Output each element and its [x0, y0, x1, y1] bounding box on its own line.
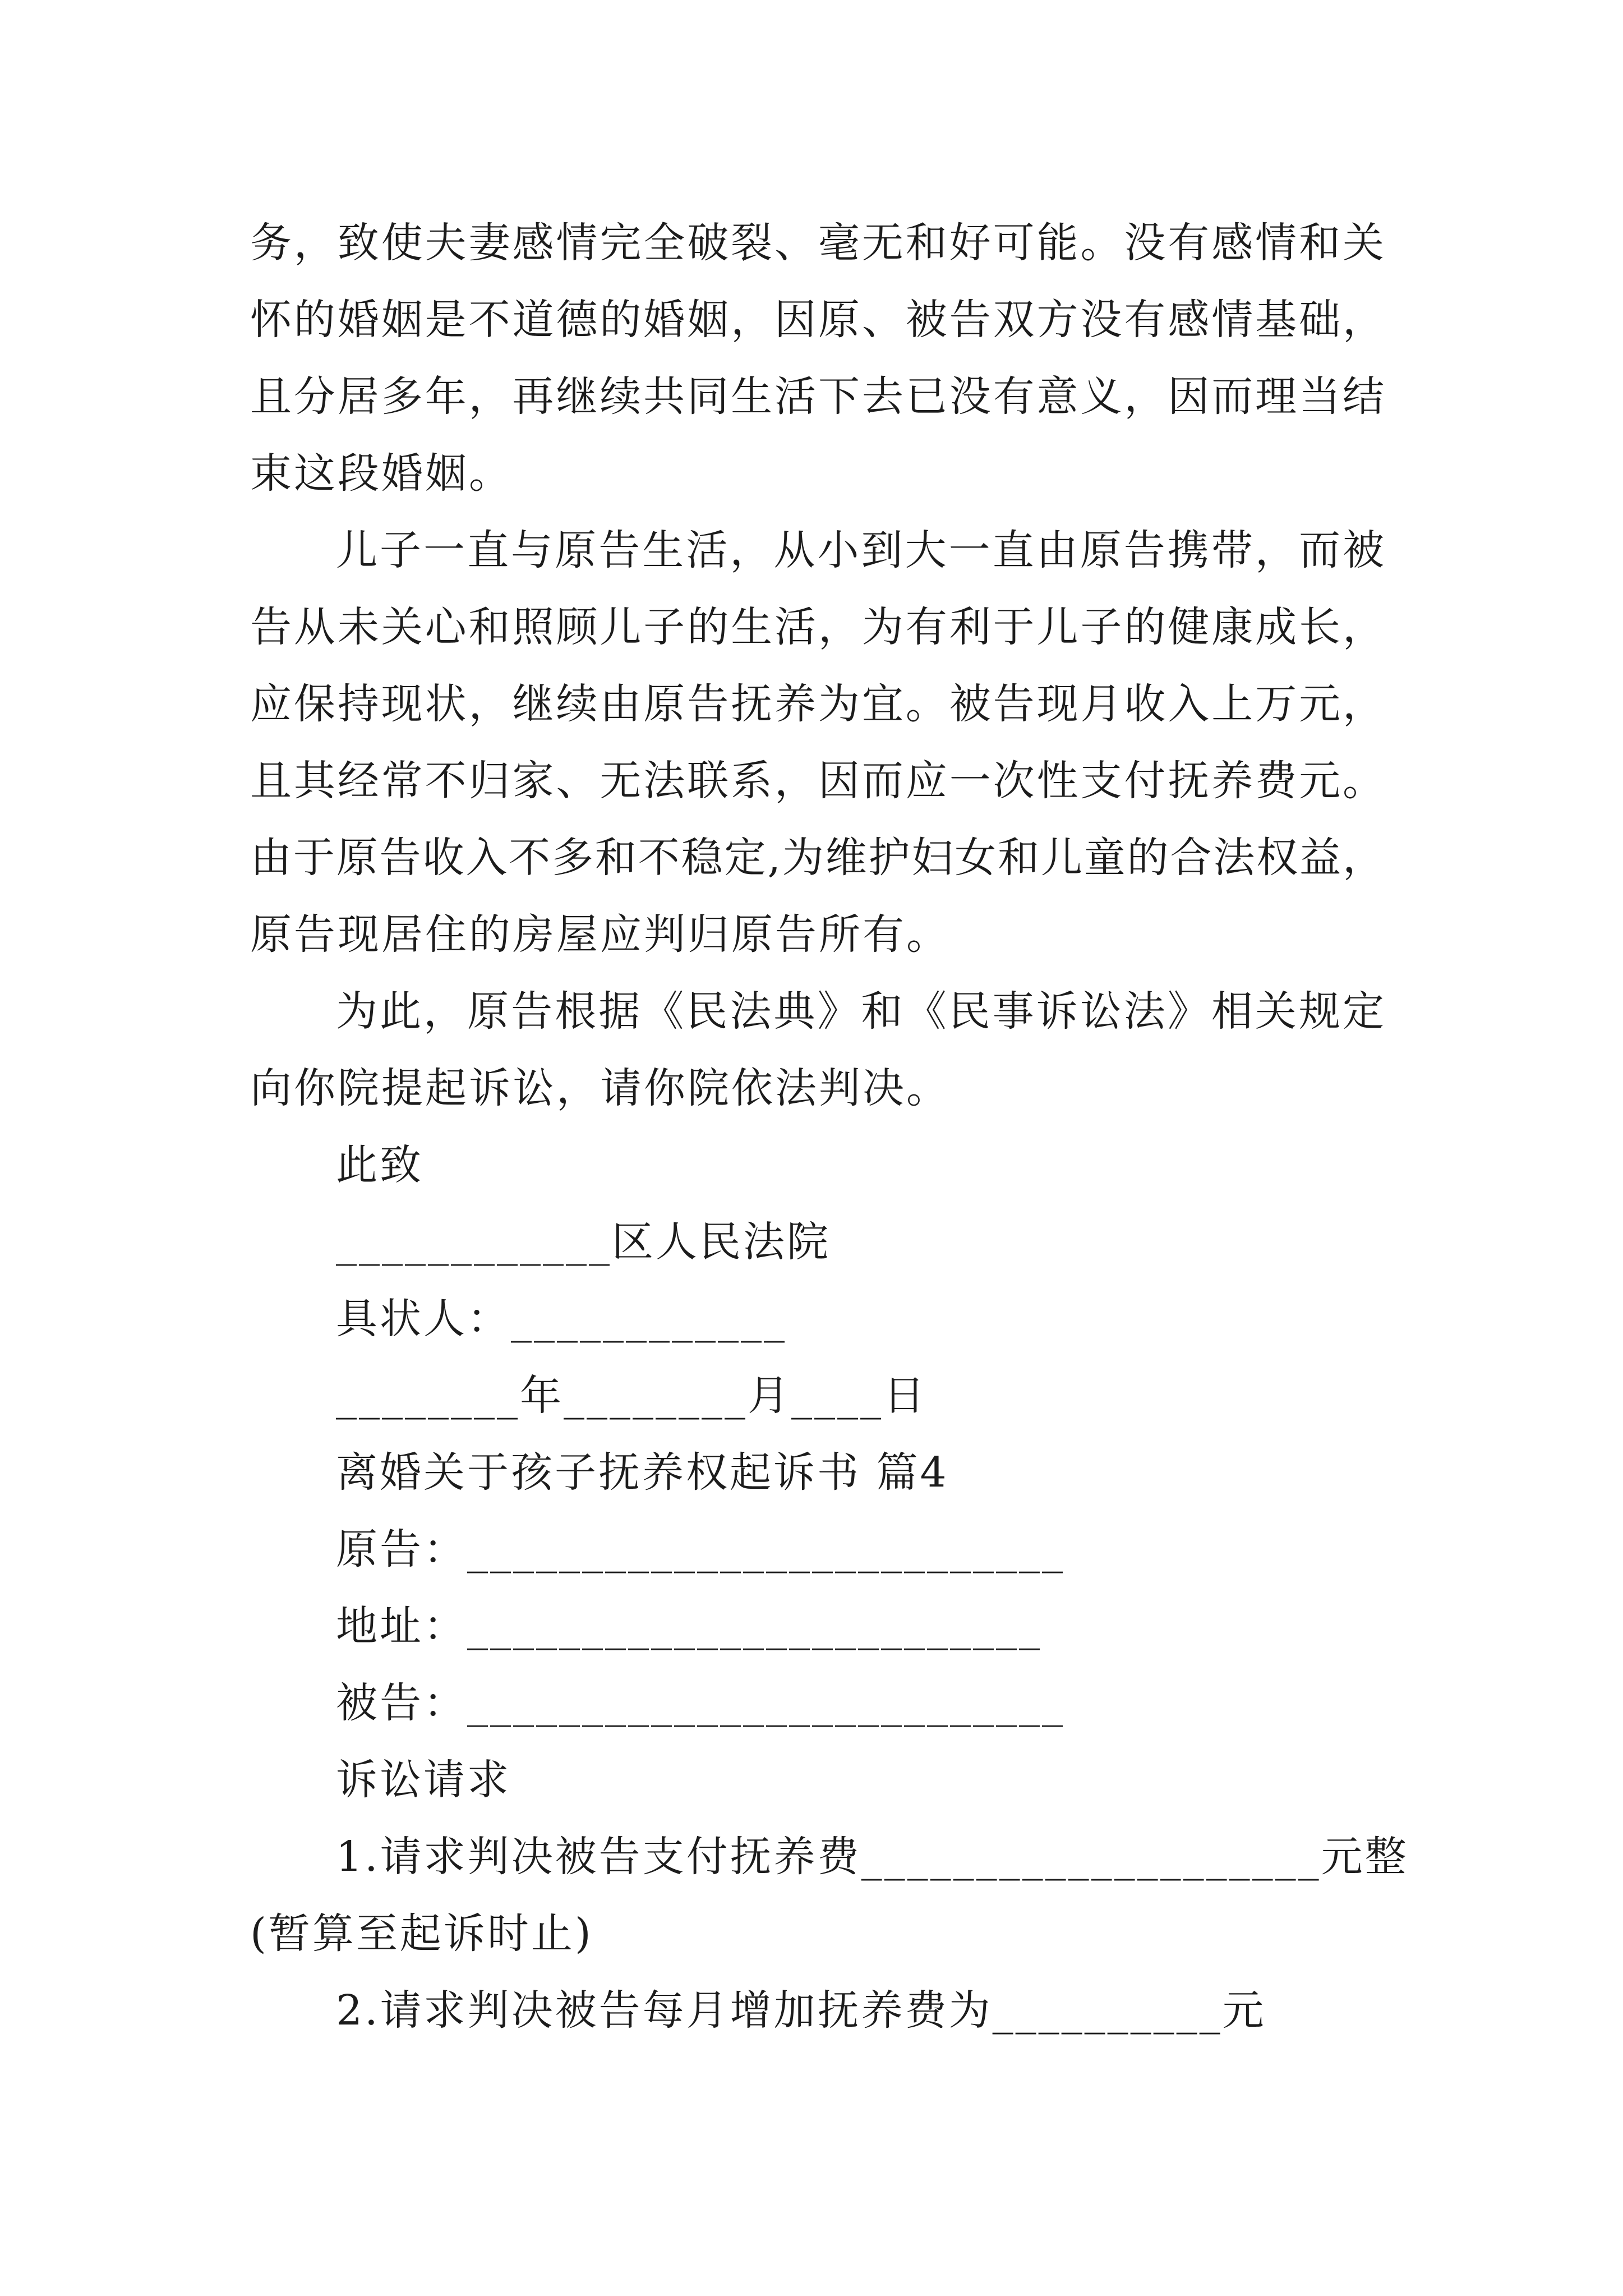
paragraph-line: 且分居多年，再继续共同生活下去已没有意义，因而理当结 — [250, 372, 1384, 421]
paragraph-line: 儿子一直与原告生活，从小到大一直由原告携带，而被 — [336, 526, 1384, 574]
paragraph-line: 务，致使夫妻感情完全破裂、毫无和好可能。没有感情和关 — [250, 219, 1384, 267]
paragraph-line: 告从未关心和照顾儿子的生活，为有利于儿子的健康成长， — [250, 603, 1384, 651]
claims-heading: 诉讼请求 — [336, 1756, 511, 1804]
paragraph-line: 原告现居住的房屋应判归原告所有。 — [250, 910, 950, 959]
paragraph-line: 由于原告收入不多和不稳定,为维护妇女和儿童的合法权益， — [250, 834, 1384, 882]
paragraph-line: 怀的婚姻是不道德的婚姻，因原、被告双方没有感情基础， — [250, 296, 1384, 344]
salutation: 此致 — [336, 1141, 423, 1189]
paragraph-line: 束这段婚姻。 — [250, 449, 513, 498]
plaintiff-field: 原告：__________________________ — [336, 1525, 1065, 1573]
claim-item-1: 1.请求判决被告支付抚养费____________________元整 — [336, 1833, 1409, 1881]
court-name-line: ____________区人民法院 — [336, 1218, 831, 1266]
date-line: ________年________月____日 — [336, 1372, 927, 1420]
claim-item-2: 2.请求判决被告每月增加抚养费为__________元 — [336, 1986, 1266, 2035]
paragraph-line: 向你院提起诉讼，请你院依法判决。 — [250, 1064, 950, 1112]
section-title: 离婚关于孩子抚养权起诉书 篇4 — [336, 1448, 949, 1497]
address-field: 地址：_________________________ — [336, 1602, 1042, 1650]
claim-item-1-note: (暂算至起诉时止) — [250, 1910, 593, 1958]
signature-line: 具状人：____________ — [336, 1295, 787, 1343]
paragraph-line: 为此，原告根据《民法典》和《民事诉讼法》相关规定 — [336, 987, 1384, 1036]
paragraph-line: 应保持现状，继续由原告抚养为宜。被告现月收入上万元， — [250, 680, 1384, 728]
defendant-field: 被告：__________________________ — [336, 1679, 1065, 1727]
paragraph-line: 且其经常不归家、无法联系，因而应一次性支付抚养费元。 — [250, 757, 1384, 805]
